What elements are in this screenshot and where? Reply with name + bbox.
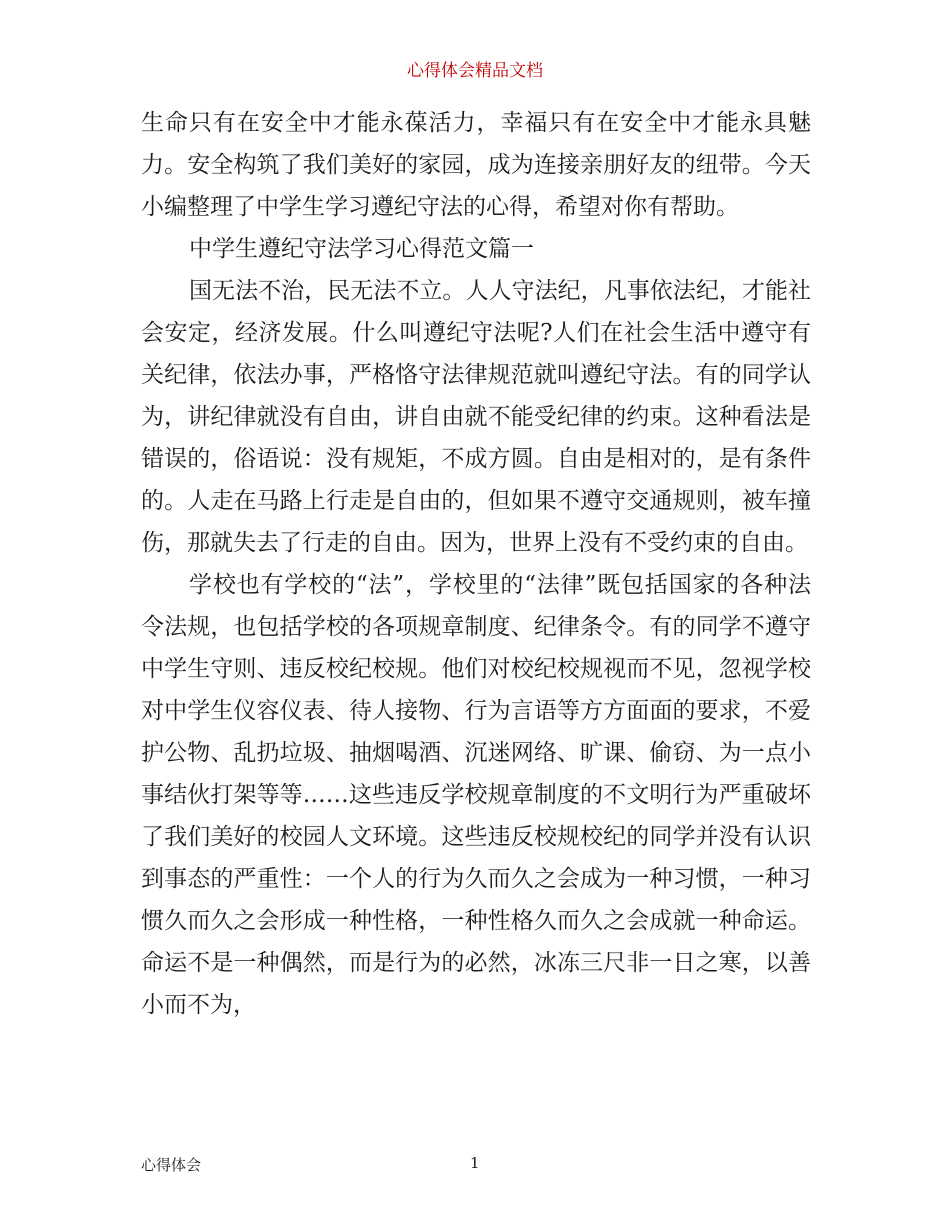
footer-label: 心得体会 xyxy=(141,1156,202,1174)
document-body xyxy=(141,102,811,1026)
section-title: 中学生遵纪守法学习心得范文篇一 xyxy=(189,236,534,262)
body-paragraph-1: 国无法不治，民无法不立。人人守法纪，凡事依法纪，才能社会安定，经济发展。什么叫遵纪守法呢?人们在社会生活中遵守有关纪律，依法办事，严格恪守法律规范就叫遵纪守法。有的同学认为，讲纪律就没有自由，讲自由就不能受纪律的约束。这种看法是错误的，俗语说：没有规矩，不成方圆。自由是相对的，是有条件的。人走在马路上行走是自由的，但如果不遵守交通规则，被车撞伤，那就失去了行走的自由。因为，世界上没有不受约束的自由。 xyxy=(141,278,811,556)
intro-paragraph: 生命只有在安全中才能永葆活力，幸福只有在安全中才能永具魅力。安全构筑了我们美好的家园，成为连接亲朋好友的纽带。今天小编整理了中学生学习遵纪守法的心得，希望对你有帮助。 xyxy=(141,110,811,220)
body-paragraph-2: 学校也有学校的“法”，学校里的“法律”既包括国家的各种法令法规，也包括学校的各项规章制度、纪律条令。有的同学不遵守中学生守则、违反校纪校规。他们对校纪校规视而不见，忽视学校对中学生仪容仪表、待人接物、行为言语等方方面面的要求，不爱护公物、乱扔垃圾、抽烟喝酒、沉迷网络、旷课、偷窃、为一点小事结伙打架等等……这些违反学校规章制度的不文明行为严重破坏了我们美好的校园人文环境。这些违反校规校纪的同学并没有认识到事态的严重性：一个人的行为久而久之会成为一种习惯，一种习惯久而久之会形成一种性格，一种性格久而久之会成就一种命运。命运不是一种偶然，而是行为的必然，冰冻三尺非一日之寒，以善小而不为， xyxy=(141,572,811,1018)
page-number: 1 xyxy=(470,1154,480,1172)
page-header-title: 心得体会精品文档 xyxy=(407,61,543,81)
